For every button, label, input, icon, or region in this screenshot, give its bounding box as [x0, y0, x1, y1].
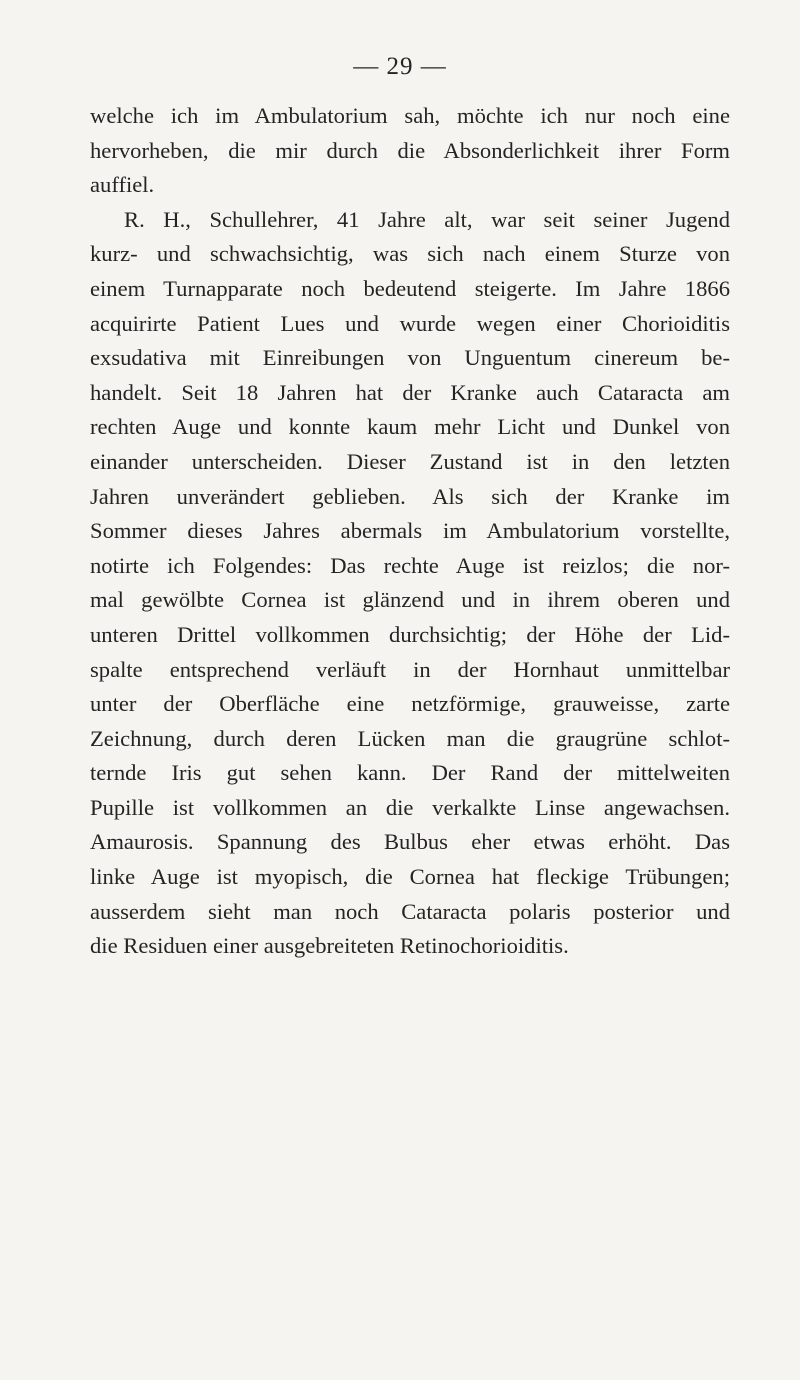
text-line: R. H., Schullehrer, 41 Jahre alt, war seit seiner Jugend	[124, 206, 730, 232]
text-line: exsudativa mit Einreibungen von Unguentum cinereum be-	[90, 345, 730, 371]
text-line: mal gewölbte Cornea ist glänzend und in ihrem oberen und	[90, 587, 730, 613]
body-text	[90, 99, 730, 964]
text-line: unter der Oberfläche eine netzförmige, grauweisse, zarte	[90, 691, 730, 717]
text-line: auffiel.	[90, 172, 155, 198]
text-line: acquirirte Patient Lues und wurde wegen einer Chorioiditis	[90, 310, 730, 336]
text-line: handelt. Seit 18 Jahren hat der Kranke auch Cataracta am	[90, 379, 730, 405]
text-line: ternde Iris gut sehen kann. Der Rand der mittelweiten	[90, 760, 730, 786]
text-line: notirte ich Folgendes: Das rechte Auge ist reizlos; die nor-	[90, 552, 730, 578]
text-line: rechten Auge und konnte kaum mehr Licht und Dunkel von	[90, 414, 730, 440]
text-line: Amaurosis. Spannung des Bulbus eher etwas erhöht. Das	[90, 829, 730, 855]
text-line: Jahren unverändert geblieben. Als sich der Kranke im	[90, 483, 730, 509]
text-line: hervorheben, die mir durch die Absonderlichkeit ihrer Form	[90, 137, 730, 163]
text-line: Zeichnung, durch deren Lücken man die graugrüne schlot-	[90, 725, 730, 751]
text-line: unteren Drittel vollkommen durchsichtig; der Höhe der Lid-	[90, 621, 730, 647]
text-line: einander unterscheiden. Dieser Zustand ist in den letzten	[90, 448, 730, 474]
text-line: welche ich im Ambulatorium sah, möchte ich nur noch eine	[90, 103, 730, 128]
text-line: linke Auge ist myopisch, die Cornea hat fleckige Trübungen;	[90, 864, 730, 890]
page-number: — 29 —	[353, 53, 447, 80]
text-line: Sommer dieses Jahres abermals im Ambulatorium vorstellte,	[90, 518, 730, 544]
text-line: die Residuen einer ausgebreiteten Retinochorioiditis.	[90, 933, 569, 959]
text-line: kurz- und schwachsichtig, was sich nach einem Sturze von	[90, 241, 730, 267]
text-line: einem Turnapparate noch bedeutend steigerte. Im Jahre 1866	[90, 275, 730, 301]
text-line: spalte entsprechend verläuft in der Hornhaut unmittelbar	[90, 656, 730, 682]
text-line: ausserdem sieht man noch Cataracta polaris posterior und	[90, 898, 730, 924]
text-line: Pupille ist vollkommen an die verkalkte Linse angewachsen.	[90, 794, 730, 820]
